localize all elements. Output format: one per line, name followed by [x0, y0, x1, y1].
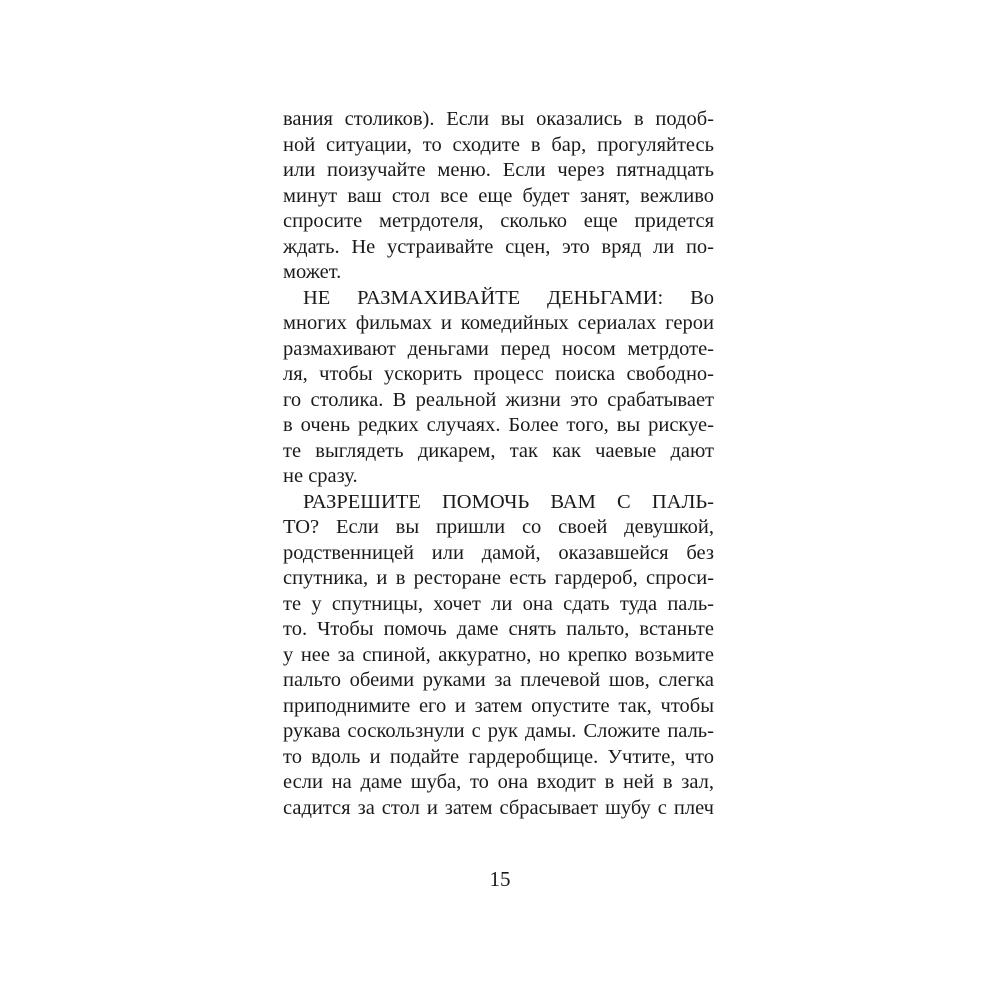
text-line: может.	[283, 261, 342, 283]
text-line: те у спутницы, хочет ли она сдать туда паль-	[283, 592, 714, 615]
text-line: ной ситуации, то сходите в бар, прогуляйтесь	[283, 133, 714, 156]
text-line: или поизучайте меню. Если через пятнадцать	[283, 159, 714, 181]
text-line: не сразу.	[283, 465, 358, 487]
section-heading-line: РАЗРЕШИТЕ ПОМОЧЬ ВАМ С ПАЛЬ-	[303, 490, 714, 513]
text-line: то вдоль и подайте гардеробщице. Учтите, что	[283, 745, 714, 768]
text-line: размахивают деньгами перед носом метрдоте-	[283, 337, 714, 360]
text-line: у нее за спиной, аккуратно, но крепко возьмите	[283, 643, 714, 666]
text-line: спросите метрдотеля, сколько еще придется	[283, 210, 714, 232]
text-line: многих фильмах и комедийных сериалах герои	[283, 312, 714, 334]
text-line: те выглядеть дикарем, так как чаевые дают	[283, 439, 714, 462]
text-line: вания столиков). Если вы оказались в подоб-	[283, 108, 714, 130]
text-line: в очень редких случаях. Более того, вы рискуе-	[283, 414, 714, 436]
text-line: ждать. Не устраивайте сцен, это вряд ли по-	[283, 235, 714, 258]
text-line: го столика. В реальной жизни это срабатывает	[283, 388, 714, 411]
text-line: садится за стол и затем сбрасывает шубу с плеч	[283, 796, 714, 819]
text-line: пальто обеими руками за плечевой шов, слегка	[283, 669, 714, 691]
text-line: то. Чтобы помочь даме снять пальто, встаньте	[283, 618, 714, 640]
text-line: спутника, и в ресторане есть гардероб, спроси-	[283, 567, 714, 589]
text-line: рукава соскользнули с рук дамы. Сложите паль-	[283, 720, 714, 742]
text-line: родственницей или дамой, оказавшейся без	[283, 541, 714, 564]
text-line: приподнимите его и затем опустите так, чтобы	[283, 694, 714, 717]
page-number: 15	[489, 867, 511, 891]
text-line: ля, чтобы ускорить процесс поиска свободно-	[283, 363, 714, 385]
text-line: минут ваш стол все еще будет занят, вежливо	[283, 184, 714, 207]
section-heading-line: НЕ РАЗМАХИВАЙТЕ ДЕНЬГАМИ: Во	[303, 286, 714, 309]
text-line: ТО? Если вы пришли со своей девушкой,	[283, 516, 714, 538]
text-line: если на даме шуба, то она входит в ней в зал,	[283, 771, 714, 793]
body-text	[283, 107, 714, 821]
